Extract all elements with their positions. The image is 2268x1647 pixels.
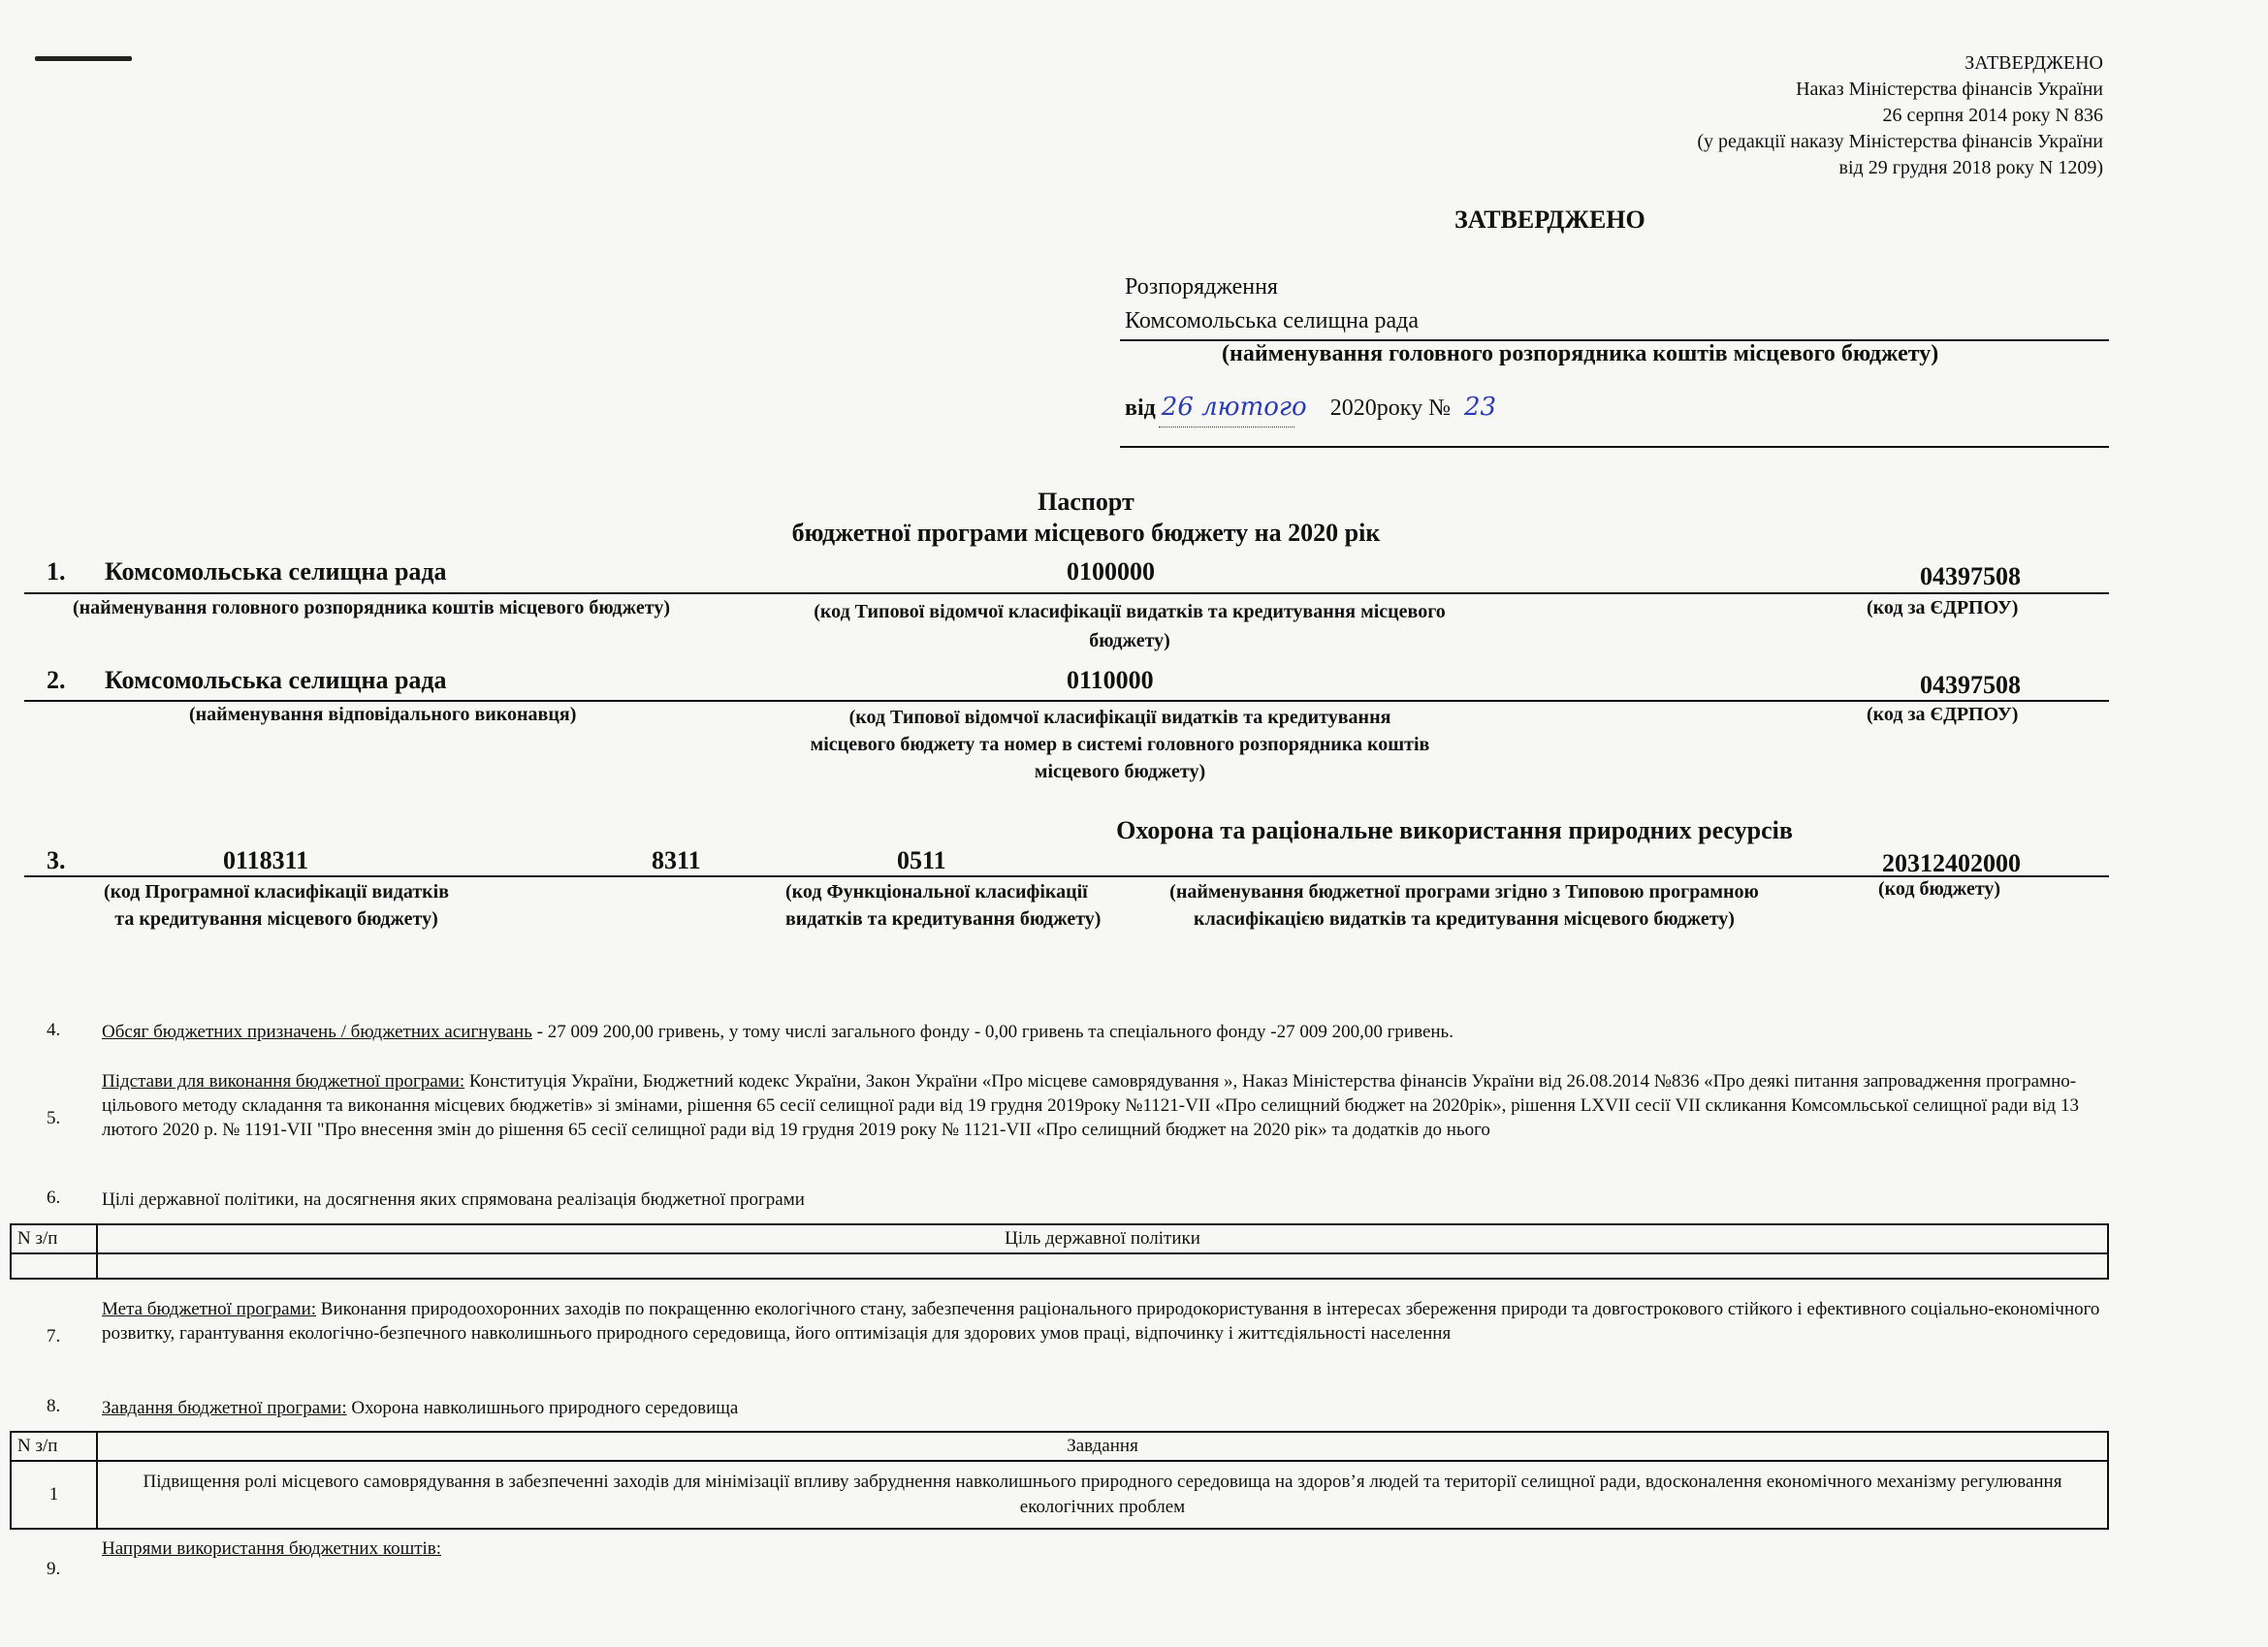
item8-num: 8. — [47, 1396, 61, 1416]
item6-num: 6. — [47, 1188, 61, 1208]
passport-title: Паспорт — [1038, 488, 1134, 516]
item3-caption-functional: (код Функціональної класифікації видатків та кредитування бюджету) — [785, 881, 1102, 930]
item3-caption-budget: (код бюджету) — [1878, 878, 2001, 900]
tasks-table — [10, 1431, 2109, 1530]
item5-num: 5. — [47, 1108, 61, 1128]
item7-label: Мета бюджетної програми: — [102, 1299, 317, 1319]
item3-budget-code: 20312402000 — [1882, 849, 2021, 877]
tasks-col-num: N з/п — [11, 1432, 97, 1461]
item3-num: 3. — [47, 846, 66, 874]
table-row — [11, 1461, 2108, 1529]
item5-body: Конституція України, Бюджетний кодекс України, Закон України «Про місцеве самоврядування », Наказ Міністерства фінансів України від 26.08.2014 №836 «Про деякі питання запровадження програмно-цільового методу складання та виконання місцевих бюджетів» зі змінами, рішення 65 сесії селищної ради від 19 грудня 2019року №1121-VII «Про селищний бюджет на 2020рік», рішення LXVII сесії VII скликання Комсомльської селищної ради від 13 лютого 2020 р. № 1191-VII "Про внесення змін до рішення 65 сесії селищної ради від 19 грудня 2019 року № 1121-VII «Про селищний бюджет на 2020 рік» та додатків до нього — [102, 1071, 2079, 1140]
item1-caption-code: (код Типової відомчої класифікації видатків та кредитування місцевого бюджету) — [814, 601, 1446, 651]
item3-code-program: 0118311 — [223, 846, 309, 874]
approval-top-line1: Наказ Міністерства фінансів України — [1796, 79, 2103, 100]
item3-code-typical: 8311 — [652, 846, 701, 874]
item2-edrpou: 04397508 — [1920, 671, 2021, 699]
approval-signature-line — [1120, 446, 2109, 448]
approval-from-label: від — [1125, 396, 1156, 421]
item1-num: 1. — [47, 557, 66, 586]
approval-top-title: ЗАТВЕРДЖЕНО — [1965, 52, 2103, 74]
item4-body: - 27 009 200,00 гривень, у тому числі загального фонду - 0,00 гривень та спеціального фонду -27 009 200,00 гривень. — [531, 1022, 1453, 1042]
item8-text — [102, 1396, 738, 1420]
item5-text — [102, 1069, 2114, 1142]
item3-program-name: Охорона та раціональне використання природних ресурсів — [1116, 816, 1793, 844]
goals-empty-row — [11, 1253, 2108, 1279]
item5-label: Підстави для виконання бюджетної програми: — [102, 1071, 465, 1092]
goals-table — [10, 1223, 2109, 1280]
approval-year-text: 2020року № — [1329, 396, 1451, 421]
goals-col-num: N з/п — [11, 1224, 97, 1253]
item1-underline — [24, 592, 2109, 594]
task-row-text: Підвищення ролі місцевого самоврядування в забезпеченні заходів для мінімізації впливу забруднення навколишнього природного середовища на здоров’я людей та території селищної ради, вдосконалення економічного механізму регулювання екологічних проблем — [97, 1461, 2108, 1529]
item2-caption-name: (найменування відповідального виконавця) — [189, 704, 577, 725]
item7-text — [102, 1297, 2109, 1346]
item3-underline — [24, 875, 2109, 877]
item1-caption-name: (найменування головного розпорядника коштів місцевого бюджету) — [73, 597, 670, 618]
item4-num: 4. — [47, 1020, 61, 1040]
item9-label: Напрями використання бюджетних коштів: — [102, 1538, 442, 1559]
approval-top-line4: від 29 грудня 2018 року N 1209) — [1838, 157, 2103, 178]
passport-subtitle: бюджетної програми місцевого бюджету на 2020 рік — [791, 519, 1381, 547]
approval-top-line3: (у редакції наказу Міністерства фінансів України — [1697, 131, 2103, 152]
approval-top — [1697, 50, 2103, 181]
approval-org-caption: (найменування головного розпорядника коштів місцевого бюджету) — [1222, 341, 1939, 366]
item6-text: Цілі державної політики, на досягнення яких спрямована реалізація бюджетної програми — [102, 1189, 805, 1210]
item8-label: Завдання бюджетної програми: — [102, 1398, 347, 1418]
item2-name: Комсомольська селищна рада — [105, 666, 447, 694]
approval-top-line2: 26 серпня 2014 року N 836 — [1882, 105, 2103, 126]
item4-label: Обсяг бюджетних призначень / бюджетних асигнувань — [102, 1022, 532, 1042]
task-row-num: 1 — [11, 1461, 97, 1529]
item9-num: 9. — [47, 1559, 61, 1579]
approval-main-title: ЗАТВЕРДЖЕНО — [1454, 206, 1645, 234]
scan-mark — [35, 56, 132, 61]
approval-date-underline — [1159, 427, 1294, 428]
approval-doc-type: Розпорядження — [1125, 274, 1278, 300]
item2-caption-edrpou: (код за ЄДРПОУ) — [1867, 704, 2019, 725]
item1-edrpou: 04397508 — [1920, 562, 2021, 590]
item1-name: Комсомольська селищна рада — [105, 557, 447, 586]
item3-code-functional: 0511 — [897, 846, 946, 874]
tasks-col-task: Завдання — [97, 1432, 2108, 1461]
approval-date-row — [1125, 393, 1707, 431]
item7-body: Виконання природоохоронних заходів по покращенню екологічного стану, забезпечення раціонального природокористування в інтересах збереження природи та довгострокового стійкого і ефективного соціально-економічного розвитку, гарантування екологічно-безпечного навколишнього природного середовища, його оптимізація для здорових умов праці, відпочинку і життєдіяльності населення — [102, 1299, 2100, 1344]
item2-num: 2. — [47, 666, 66, 694]
item2-underline — [24, 700, 2109, 702]
item4-text — [102, 1020, 2119, 1044]
item2-caption-code: (код Типової відомчої класифікації видатків та кредитування місцевого бюджету та номер в системі головного розпорядника коштів місцевого бюджету) — [810, 707, 1430, 782]
approval-org: Комсомольська селищна рада — [1125, 308, 1419, 333]
approval-date-handwritten: 26 лютого — [1161, 393, 1307, 422]
goals-col-goal: Ціль державної політики — [97, 1224, 2108, 1253]
approval-number-handwritten: 23 — [1464, 393, 1497, 422]
item3-caption-program: (код Програмної класифікації видатків та кредитування місцевого бюджету) — [103, 881, 450, 930]
item1-code: 0100000 — [1067, 557, 1155, 586]
item1-caption-edrpou: (код за ЄДРПОУ) — [1867, 597, 2019, 618]
item8-body: Охорона навколишнього природного середовища — [346, 1398, 739, 1418]
item7-num: 7. — [47, 1326, 61, 1346]
item2-code: 0110000 — [1067, 666, 1154, 694]
item3-caption-name: (найменування бюджетної програми згідно з Типовою програмною класифікацією видатків та кредитування місцевого бюджету) — [1169, 881, 1759, 930]
